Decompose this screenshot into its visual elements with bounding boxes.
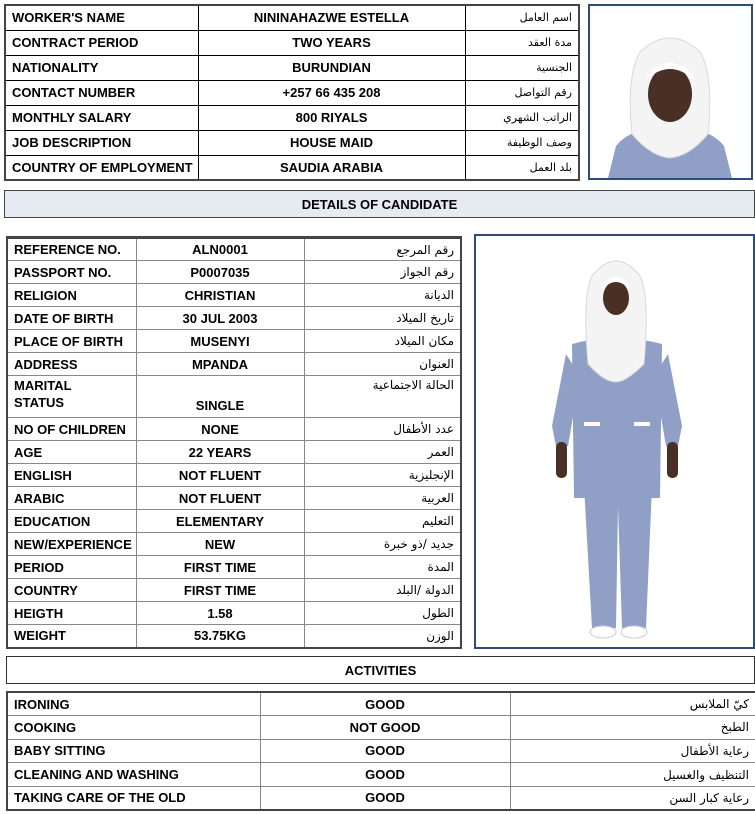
- field-value: GOOD: [260, 763, 510, 787]
- details-row: [7, 533, 461, 556]
- field-value: GOOD: [260, 739, 510, 763]
- field-label: COUNTRY OF EMPLOYMENT: [5, 155, 198, 180]
- field-value: ELEMENTARY: [136, 510, 304, 533]
- field-value: NOT FLUENT: [136, 487, 304, 510]
- portrait-photo: [588, 4, 753, 180]
- candidate-details-table: [6, 236, 462, 649]
- field-value: MUSENYI: [136, 330, 304, 353]
- worker-summary-table: [4, 4, 580, 181]
- details-row: [7, 261, 461, 284]
- field-value: NININAHAZWE ESTELLA: [198, 5, 465, 30]
- field-label: NEW/EXPERIENCE: [7, 533, 136, 556]
- field-label-line: STATUS: [14, 395, 65, 410]
- field-label: ARABIC: [7, 487, 136, 510]
- field-label: PERIOD: [7, 556, 136, 579]
- field-label-arabic: رقم التواصل: [465, 80, 579, 105]
- field-value: +257 66 435 208: [198, 80, 465, 105]
- worker-row: [5, 80, 579, 105]
- field-label-arabic: رقم المرجع: [304, 238, 461, 261]
- activity-row: [7, 716, 755, 740]
- field-value: P0007035: [136, 261, 304, 284]
- field-value: 30 JUL 2003: [136, 307, 304, 330]
- worker-row: [5, 130, 579, 155]
- details-row: [7, 625, 461, 648]
- field-label-arabic: الإنجليزية: [304, 464, 461, 487]
- field-label: WEIGHT: [7, 625, 136, 648]
- worker-row: [5, 105, 579, 130]
- field-label: [7, 376, 136, 418]
- field-label-arabic: رعاية كبار السن: [510, 786, 755, 810]
- field-label: HEIGTH: [7, 602, 136, 625]
- field-label-arabic: عدد الأطفال: [304, 418, 461, 441]
- field-label-arabic: كيّ الملابس: [510, 692, 755, 716]
- field-label: PASSPORT NO.: [7, 261, 136, 284]
- worker-row: [5, 155, 579, 180]
- field-label-arabic: تاريخ الميلاد: [304, 307, 461, 330]
- field-value: 800 RIYALS: [198, 105, 465, 130]
- field-label-arabic: التنظيف والغسيل: [510, 763, 755, 787]
- details-row: [7, 487, 461, 510]
- worker-row: [5, 5, 579, 30]
- details-row: [7, 556, 461, 579]
- details-row: [7, 579, 461, 602]
- field-value: 22 YEARS: [136, 441, 304, 464]
- field-label-arabic: مكان الميلاد: [304, 330, 461, 353]
- field-label: EDUCATION: [7, 510, 136, 533]
- field-value: TWO YEARS: [198, 30, 465, 55]
- field-value: SAUDIA ARABIA: [198, 155, 465, 180]
- field-value: NEW: [136, 533, 304, 556]
- field-label: IRONING: [7, 692, 260, 716]
- field-value: 1.58: [136, 602, 304, 625]
- field-label-arabic: اسم العامل: [465, 5, 579, 30]
- details-row: [7, 602, 461, 625]
- field-label-arabic: بلد العمل: [465, 155, 579, 180]
- details-row: [7, 510, 461, 533]
- field-value: MPANDA: [136, 353, 304, 376]
- field-value: ALN0001: [136, 238, 304, 261]
- details-row: [7, 464, 461, 487]
- field-label-arabic: الجنسية: [465, 55, 579, 80]
- field-label-arabic: رعاية الأطفال: [510, 739, 755, 763]
- field-label-arabic: مدة العقد: [465, 30, 579, 55]
- field-label-arabic: وصف الوظيفة: [465, 130, 579, 155]
- activities-table: [6, 691, 755, 811]
- field-label: REFERENCE NO.: [7, 238, 136, 261]
- field-label-arabic: الوزن: [304, 625, 461, 648]
- field-label-arabic: الحالة الاجتماعية: [304, 376, 461, 418]
- field-label: JOB DESCRIPTION: [5, 130, 198, 155]
- activity-row: [7, 739, 755, 763]
- field-label-arabic: التعليم: [304, 510, 461, 533]
- field-label: TAKING CARE OF THE OLD: [7, 786, 260, 810]
- field-label-arabic: الديانة: [304, 284, 461, 307]
- field-label: COUNTRY: [7, 579, 136, 602]
- field-label: WORKER'S NAME: [5, 5, 198, 30]
- field-value: GOOD: [260, 786, 510, 810]
- details-row: [7, 376, 461, 418]
- portrait-figure: [590, 6, 751, 178]
- field-label-arabic: جديد /ذو خبرة: [304, 533, 461, 556]
- activities-heading: ACTIVITIES: [6, 656, 755, 684]
- field-label: NO OF CHILDREN: [7, 418, 136, 441]
- field-label: MONTHLY SALARY: [5, 105, 198, 130]
- field-label: COOKING: [7, 716, 260, 740]
- field-value: NONE: [136, 418, 304, 441]
- field-label: RELIGION: [7, 284, 136, 307]
- details-row: [7, 238, 461, 261]
- details-row: [7, 353, 461, 376]
- field-label-arabic: المدة: [304, 556, 461, 579]
- field-label: ADDRESS: [7, 353, 136, 376]
- field-label-arabic: الدولة /البلد: [304, 579, 461, 602]
- field-label-arabic: العمر: [304, 441, 461, 464]
- field-value: BURUNDIAN: [198, 55, 465, 80]
- field-label: ENGLISH: [7, 464, 136, 487]
- details-row: [7, 441, 461, 464]
- field-value: SINGLE: [136, 376, 304, 418]
- activity-row: [7, 692, 755, 716]
- details-heading: DETAILS OF CANDIDATE: [4, 190, 755, 218]
- details-row: [7, 330, 461, 353]
- field-label: PLACE OF BIRTH: [7, 330, 136, 353]
- field-value: 53.75KG: [136, 625, 304, 648]
- field-value: HOUSE MAID: [198, 130, 465, 155]
- field-value: GOOD: [260, 692, 510, 716]
- field-label: BABY SITTING: [7, 739, 260, 763]
- field-label-arabic: الطبخ: [510, 716, 755, 740]
- field-label: CONTRACT PERIOD: [5, 30, 198, 55]
- field-value: FIRST TIME: [136, 556, 304, 579]
- field-label-arabic: الراتب الشهري: [465, 105, 579, 130]
- details-row: [7, 418, 461, 441]
- field-label: NATIONALITY: [5, 55, 198, 80]
- activity-row: [7, 763, 755, 787]
- field-label: CLEANING AND WASHING: [7, 763, 260, 787]
- field-label: CONTACT NUMBER: [5, 80, 198, 105]
- field-value: CHRISTIAN: [136, 284, 304, 307]
- worker-row: [5, 30, 579, 55]
- field-label-line: MARITAL: [14, 378, 72, 393]
- details-row: [7, 284, 461, 307]
- field-label: DATE OF BIRTH: [7, 307, 136, 330]
- details-row: [7, 307, 461, 330]
- field-value: NOT GOOD: [260, 716, 510, 740]
- field-value: FIRST TIME: [136, 579, 304, 602]
- field-label-arabic: رقم الجواز: [304, 261, 461, 284]
- field-label: AGE: [7, 441, 136, 464]
- field-label-arabic: العنوان: [304, 353, 461, 376]
- full-body-photo: [474, 234, 755, 649]
- full-body-figure: [476, 236, 753, 647]
- field-label-arabic: العربية: [304, 487, 461, 510]
- activity-row: [7, 786, 755, 810]
- field-value: NOT FLUENT: [136, 464, 304, 487]
- worker-row: [5, 55, 579, 80]
- field-label-arabic: الطول: [304, 602, 461, 625]
